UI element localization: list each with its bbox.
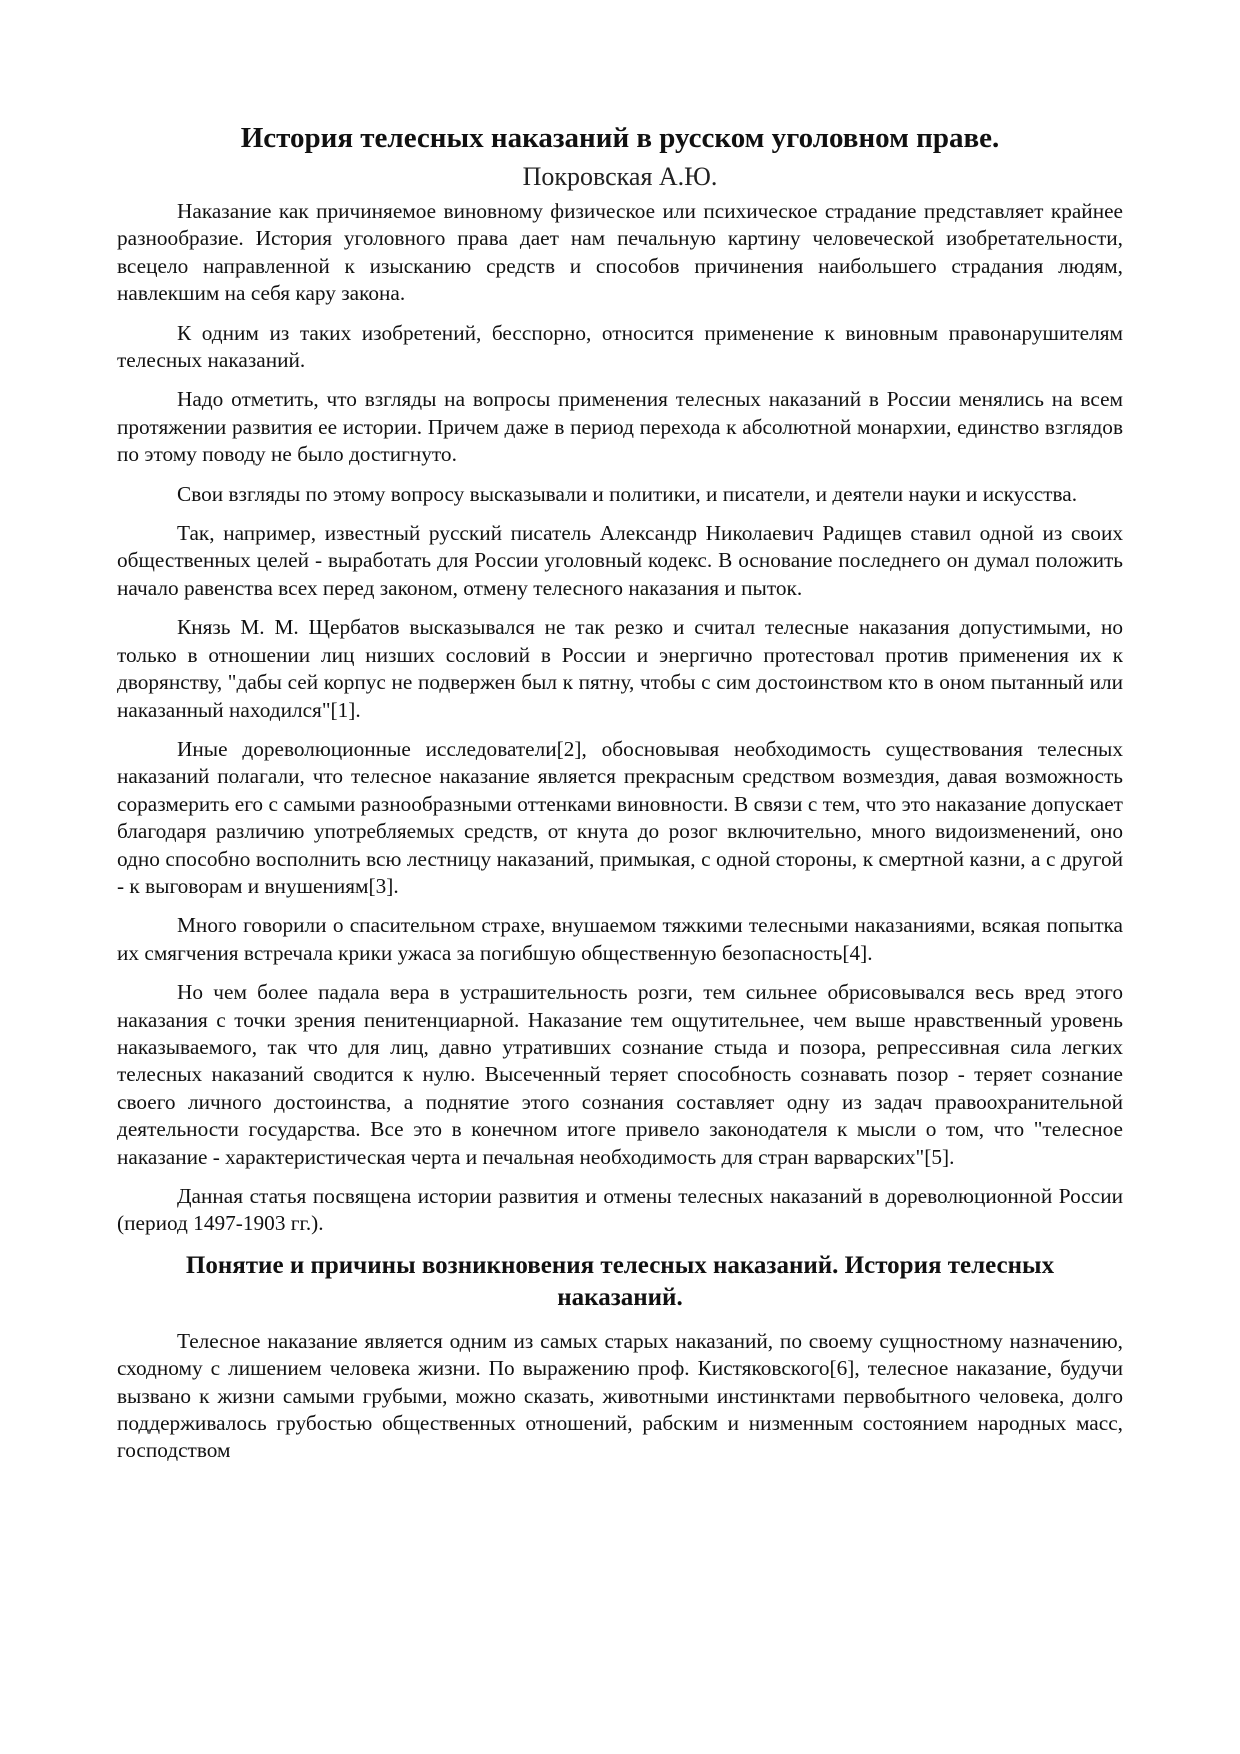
document-author: Покровская А.Ю. [522,162,718,191]
document-page [117,112,1123,1477]
paragraph: Свои взгляды по этому вопросу высказывали и политики, и писатели, и деятели науки и искусства. [177,481,1078,506]
paragraph: Но чем более падала вера в устрашительность розги, тем сильнее обрисовывался весь вред этого наказания с точки зрения пенитенциарной. Наказание тем ощутительнее, чем выше нравственный уровень наказываемого, так что для лиц, давно утративших сознание стыда и позора, репрессивная сила легких телесных наказаний сводится к нулю. Высеченный теряет способность сознавать позор - теряет сознание своего личного достоинства, а поднятие этого сознания составляет одну из задач правоохранительной деятельности государства. Все это в конечном итоге привело законодателя к мысли о том, что "телесное наказание - характеристическая черта и печальная необходимость для стран варварских"[5]. [117,980,1123,1169]
paragraph: Надо отметить, что взгляды на вопросы применения телесных наказаний в России менялись на всем протяжении развития ее истории. Причем даже в период перехода к абсолютной монархии, единство взглядов по этому поводу не было достигнуто. [117,387,1123,467]
paragraph: Князь М. М. Щербатов высказывался не так резко и считал телесные наказания допустимыми, но только в отношении лиц низших сословий в России и энергично протестовал против применения их к дворянству, "дабы сей корпус не подвержен был к пятну, чтобы с сим достоинством кто в оном пытанный или наказанный находился"[1]. [117,615,1123,722]
document-title: История телесных наказаний в русском уголовном праве. [240,122,1000,154]
paragraph: Так, например, известный русский писатель Александр Николаевич Радищев ставил одной из своих общественных целей - выработать для России уголовный кодекс. В основание последнего он думал положить начало равенства всех перед законом, отмену телесного наказания и пыток. [117,521,1123,600]
section-paragraph: Телесное наказание является одним из самых старых наказаний, по своему сущностному назначению, сходному с лишением человека жизни. По выражению проф. Кистяковского[6], телесное наказание, будучи вызвано к жизни самыми грубыми, можно сказать, животными инстинктами первобытного человека, долго поддерживалось грубостью общественных отношений, рабским и низменным состоянием народных масс, господством [117,1328,1123,1463]
paragraph: Много говорили о спасительном страхе, внушаемом тяжкими телесными наказаниями, всякая попытка их смягчения встречала крики ужаса за погибшую общественную безопасность[4]. [117,913,1123,965]
paragraph: Иные дореволюционные исследователи[2], обосновывая необходимость существования телесных наказаний полагали, что телесное наказание является прекрасным средством возмездия, давая возможность соразмерить его с самыми разнообразными оттенками виновности. В связи с тем, что это наказание допускает благодаря различию употребляемых средств, от кнута до розог включительно, много видоизменений, оно одно способно восполнить всю лестницу наказаний, примыкая, с одной стороны, к смертной казни, а с другой - к выговорам и внушениям[3]. [117,736,1123,898]
paragraph: Наказание как причиняемое виновному физическое или психическое страдание представляет крайнее разнообразие. История уголовного права дает нам печальную картину человеческой изобретательности, всецело направленной к изысканию средств и способов причинения наибольшего страдания людям, навлекшим на себя кару закона. [117,199,1123,306]
paragraph: Данная статья посвящена истории развития и отмены телесных наказаний в дореволюционной России (период 1497-1903 гг.). [117,1184,1123,1236]
paragraph: К одним из таких изобретений, бесспорно, относится применение к виновным правонарушителям телесных наказаний. [117,320,1123,373]
section-heading: Понятие и причины возникновения телесных наказаний. История телесных наказаний. [185,1251,1055,1311]
